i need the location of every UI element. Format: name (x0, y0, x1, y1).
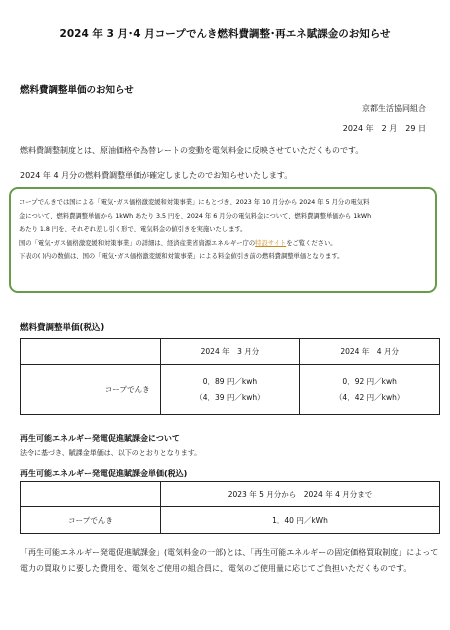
fuel-price-march: 0．89 円／kwh (202, 377, 258, 386)
fuel-cost-table (20, 338, 440, 415)
subsidy-line-1: コープでんきでは国による「電気･ガス価格激変緩和対策事業」にもとづき、2023 年 10 月分から 2024 年 5 月分の電気料 (19, 199, 370, 206)
renewable-levy-table (20, 481, 440, 534)
notice-date: 2024 年 2 月 29 日 (342, 124, 426, 133)
notice-heading: 燃料費調整単価のお知らせ (20, 85, 134, 96)
fuel-price-april-before: （4．42 円／kwh） (334, 393, 405, 402)
renewable-explanation: 「再生可能エネルギー発電促進賦課金」(電気料金の一部)とは、「再生可能エネルギーの固定価格買取制度」によって電力の買取りに要した費用を、電気をご使用の組合員に、電気のご使用量に応じてご負担いただくものです。 (20, 548, 439, 573)
fuel-table-col-april: 2024 年 4 月分 (300, 339, 440, 365)
subsidy-notice-box (9, 187, 437, 293)
subsidy-line-4 (19, 237, 427, 251)
subsidy-line-4-text: 国の「電気･ガス価格激変緩和対策事業」の詳細は、経済産業省資源エネルギー庁の (19, 239, 256, 247)
intro-paragraph: 燃料費調整制度とは、原油価格や為替レートの変動を電気料金に反映させていただくものです。 (20, 146, 364, 155)
subsidy-line-4-suffix: をご覧ください。 (286, 239, 337, 247)
fuel-price-march-before: （4．39 円／kwh） (195, 393, 265, 402)
confirmation-paragraph: 2024 年 4 月分の燃料費調整単価が確定しましたのでお知らせいたします。 (20, 171, 293, 180)
page-title: 2024 年 3 月･4 月コープでんき燃料費調整･再エネ賦課金のお知らせ (59, 28, 391, 40)
fuel-price-april: 0．92 円／kwh (342, 377, 397, 386)
subsidy-line-5: 下表の( )内の数値は、国の「電気･ガス価格激変緩和対策事業」による料金値引き前の燃料費調整単価となります。 (19, 253, 344, 260)
renewable-heading: 再生可能エネルギー発電促進賦課金について (20, 434, 180, 443)
subsidy-line-3: あたり 1.8 円を、それぞれ差し引く形で、電気料金の値引きを実施いたします。 (19, 226, 247, 233)
subsidy-line-2: 金について、燃料費調整単価から 1kWh あたり 3.5 円を、2024 年 6 月分の電気料金について、燃料費調整単価から 1kWh (19, 212, 372, 220)
fuel-table-row-label: コープでんき (21, 365, 161, 415)
renewable-levy-value: 1．40 円／kWh (160, 507, 439, 534)
fuel-table-corner (21, 339, 161, 365)
renewable-note: 法令に基づき、賦課金単価は、以下のとおりとなります。 (20, 449, 202, 457)
special-site-link[interactable]: 特設サイト (255, 239, 287, 247)
renewable-table-period: 2023 年 5 月分から 2024 年 4 月分まで (160, 482, 439, 507)
organization-name: 京都生活協同組合 (362, 104, 426, 113)
fuel-table-cell-april (300, 365, 440, 415)
fuel-table-col-march: 2024 年 3 月分 (160, 339, 300, 365)
renewable-table-row-label: コープでんき (21, 507, 161, 534)
renewable-table-heading: 再生可能エネルギー発電促進賦課金単価(税込) (20, 469, 188, 478)
fuel-table-heading: 燃料費調整単価(税込) (20, 323, 105, 333)
renewable-table-corner (21, 482, 161, 507)
fuel-table-cell-march (160, 365, 300, 415)
